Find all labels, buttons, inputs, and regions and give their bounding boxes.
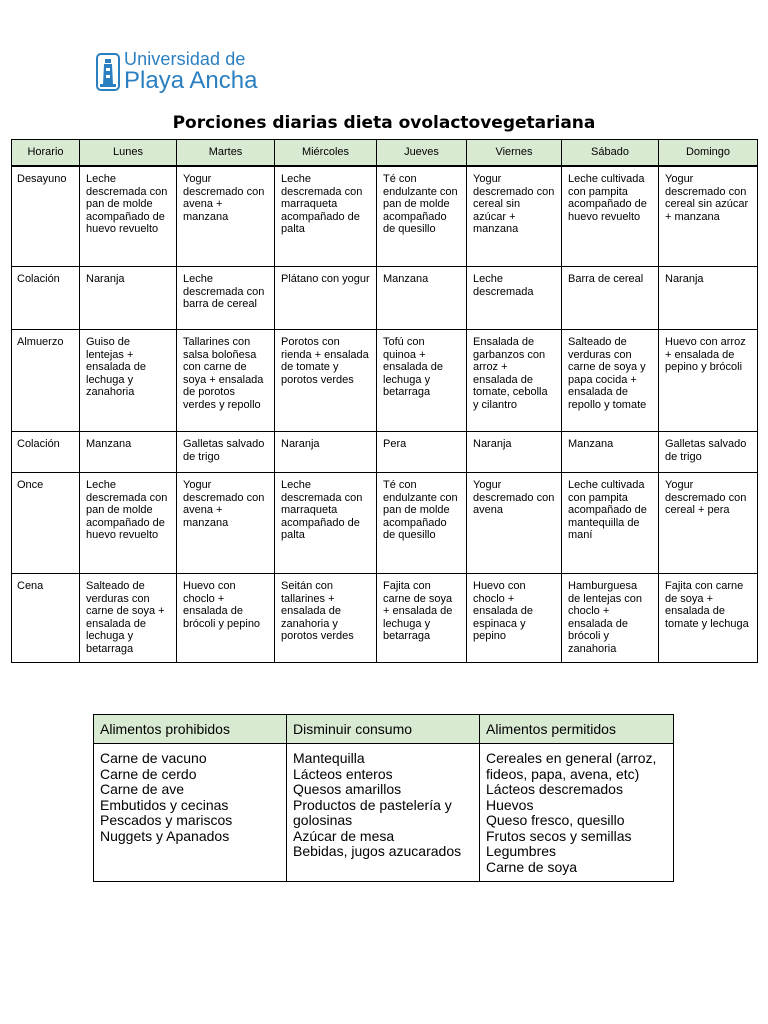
meal-cell: Barra de cereal — [562, 267, 659, 330]
list-item: Carne de soya — [486, 858, 578, 875]
allowed-foods-cell — [480, 744, 674, 882]
meal-cell: Yogur descremado con avena — [467, 473, 562, 574]
header-martes: Martes — [177, 140, 275, 167]
list-item: Lácteos descremados — [486, 781, 623, 797]
meal-cell: Huevo con choclo + ensalada de espinaca y pepino — [467, 574, 562, 663]
logo-text — [124, 50, 257, 93]
reduce-foods-cell — [287, 744, 480, 882]
meal-cell: Salteado de verduras con carne de soya y papa cocida + ensalada de repollo y tomate — [562, 330, 659, 432]
meal-cell: Manzana — [562, 432, 659, 473]
logo-line-1: Universidad de — [124, 49, 246, 69]
meal-cell: Yogur descremado con cereal + pera — [659, 473, 758, 574]
table-row — [12, 166, 758, 267]
list-item: Nuggets y Apanados — [100, 827, 230, 844]
meal-cell: Leche descremada — [467, 267, 562, 330]
row-time: Almuerzo — [12, 330, 80, 432]
list-item: Carne de cerdo — [100, 765, 197, 782]
meal-cell: Manzana — [80, 432, 177, 473]
list-item: Lácteos enteros — [293, 765, 393, 782]
meal-cell: Hamburguesa de lentejas con choclo + ensalada de brócoli y zanahoria — [562, 574, 659, 663]
list-item: Cereales en general (arroz, fideos, papa, avena, etc) — [486, 750, 657, 782]
list-item: Pescados y mariscos — [100, 812, 233, 828]
document-title: Porciones diarias dieta ovolactovegetariana — [172, 113, 596, 133]
list-item: Huevos — [486, 796, 534, 813]
allowed-foods-list — [486, 751, 667, 875]
list-item: Frutos secos y semillas — [486, 827, 632, 844]
header-prohibited: Alimentos prohibidos — [94, 715, 287, 744]
table-row — [12, 432, 758, 473]
table-row — [12, 330, 758, 432]
lighthouse-icon — [96, 53, 120, 91]
meal-cell: Naranja — [275, 432, 377, 473]
meal-cell: Leche descremada con marraqueta acompañado de palta — [275, 166, 377, 267]
meal-cell: Leche descremada con pan de molde acompañado de huevo revuelto — [80, 473, 177, 574]
meal-cell: Yogur descremado con avena + manzana — [177, 473, 275, 574]
header-allowed: Alimentos permitidos — [480, 715, 674, 744]
table-row — [12, 267, 758, 330]
meal-cell: Galletas salvado de trigo — [177, 432, 275, 473]
meal-cell: Huevo con arroz + ensalada de pepino y brócoli — [659, 330, 758, 432]
meal-cell: Leche cultivada con pampita acompañado de mantequilla de maní — [562, 473, 659, 574]
table-row — [12, 473, 758, 574]
list-item: Bebidas, jugos azucarados — [293, 843, 462, 859]
meal-cell: Naranja — [659, 267, 758, 330]
meal-cell: Leche descremada con pan de molde acompañado de huevo revuelto — [80, 166, 177, 267]
list-item: Carne de vacuno — [100, 750, 207, 766]
header-jueves: Jueves — [377, 140, 467, 167]
meal-cell: Tallarines con salsa boloñesa con carne de soya + ensalada de porotos verdes y repollo — [177, 330, 275, 432]
row-time: Colación — [12, 432, 80, 473]
row-time: Colación — [12, 267, 80, 330]
header-domingo: Domingo — [659, 140, 758, 167]
meal-cell: Fajita con carne de soya + ensalada de lechuga y betarraga — [377, 574, 467, 663]
meal-cell: Fajita con carne de soya + ensalada de tomate y lechuga — [659, 574, 758, 663]
list-item: Queso fresco, quesillo — [486, 812, 625, 828]
meal-cell: Leche descremada con marraqueta acompañado de palta — [275, 473, 377, 574]
food-guidelines-table — [93, 714, 674, 882]
meal-cell: Té con endulzante con pan de molde acompañado de quesillo — [377, 473, 467, 574]
reduce-foods-list — [293, 751, 473, 860]
meal-cell: Ensalada de garbanzos con arroz + ensalada de tomate, cebolla y cilantro — [467, 330, 562, 432]
meal-cell: Leche cultivada con pampita acompañado de huevo revuelto — [562, 166, 659, 267]
meal-cell: Yogur descremado con avena + manzana — [177, 166, 275, 267]
list-item: Productos de pastelería y golosinas — [293, 796, 452, 828]
table-row — [12, 574, 758, 663]
meal-cell: Manzana — [377, 267, 467, 330]
weekly-menu-table — [11, 139, 758, 663]
list-item: Mantequilla — [293, 750, 365, 766]
meal-cell: Salteado de verduras con carne de soya + ensalada de lechuga y betarraga — [80, 574, 177, 663]
food-header-row — [94, 715, 674, 744]
meal-cell: Galletas salvado de trigo — [659, 432, 758, 473]
list-item: Embutidos y cecinas — [100, 796, 229, 813]
university-logo — [96, 50, 257, 93]
prohibited-foods-list — [100, 751, 280, 844]
meal-cell: Tofú con quinoa + ensalada de lechuga y betarraga — [377, 330, 467, 432]
meal-cell: Guiso de lentejas + ensalada de lechuga y zanahoria — [80, 330, 177, 432]
meal-cell: Plátano con yogur — [275, 267, 377, 330]
list-item: Legumbres — [486, 843, 557, 859]
header-horario: Horario — [12, 140, 80, 167]
list-item: Carne de ave — [100, 781, 185, 797]
header-reduce: Disminuir consumo — [287, 715, 480, 744]
meal-cell: Yogur descremado con cereal sin azúcar + manzana — [467, 166, 562, 267]
prohibited-foods-cell — [94, 744, 287, 882]
meal-cell: Leche descremada con barra de cereal — [177, 267, 275, 330]
header-lunes: Lunes — [80, 140, 177, 167]
meal-cell: Huevo con choclo + ensalada de brócoli y pepino — [177, 574, 275, 663]
logo-line-2: Playa Ancha — [124, 67, 258, 94]
row-time: Cena — [12, 574, 80, 663]
list-item: Azúcar de mesa — [293, 827, 395, 844]
row-time: Once — [12, 473, 80, 574]
list-item: Quesos amarillos — [293, 781, 402, 797]
menu-header-row — [12, 140, 758, 167]
row-time: Desayuno — [12, 166, 80, 267]
food-list-row — [94, 744, 674, 882]
meal-cell: Seitán con tallarines + ensalada de zanahoria y porotos verdes — [275, 574, 377, 663]
meal-cell: Naranja — [467, 432, 562, 473]
header-miercoles: Miércoles — [275, 140, 377, 167]
header-sabado: Sábado — [562, 140, 659, 167]
meal-cell: Naranja — [80, 267, 177, 330]
meal-cell: Pera — [377, 432, 467, 473]
meal-cell: Té con endulzante con pan de molde acompañado de quesillo — [377, 166, 467, 267]
meal-cell: Porotos con rienda + ensalada de tomate y porotos verdes — [275, 330, 377, 432]
header-viernes: Viernes — [467, 140, 562, 167]
meal-cell: Yogur descremado con cereal sin azúcar + manzana — [659, 166, 758, 267]
